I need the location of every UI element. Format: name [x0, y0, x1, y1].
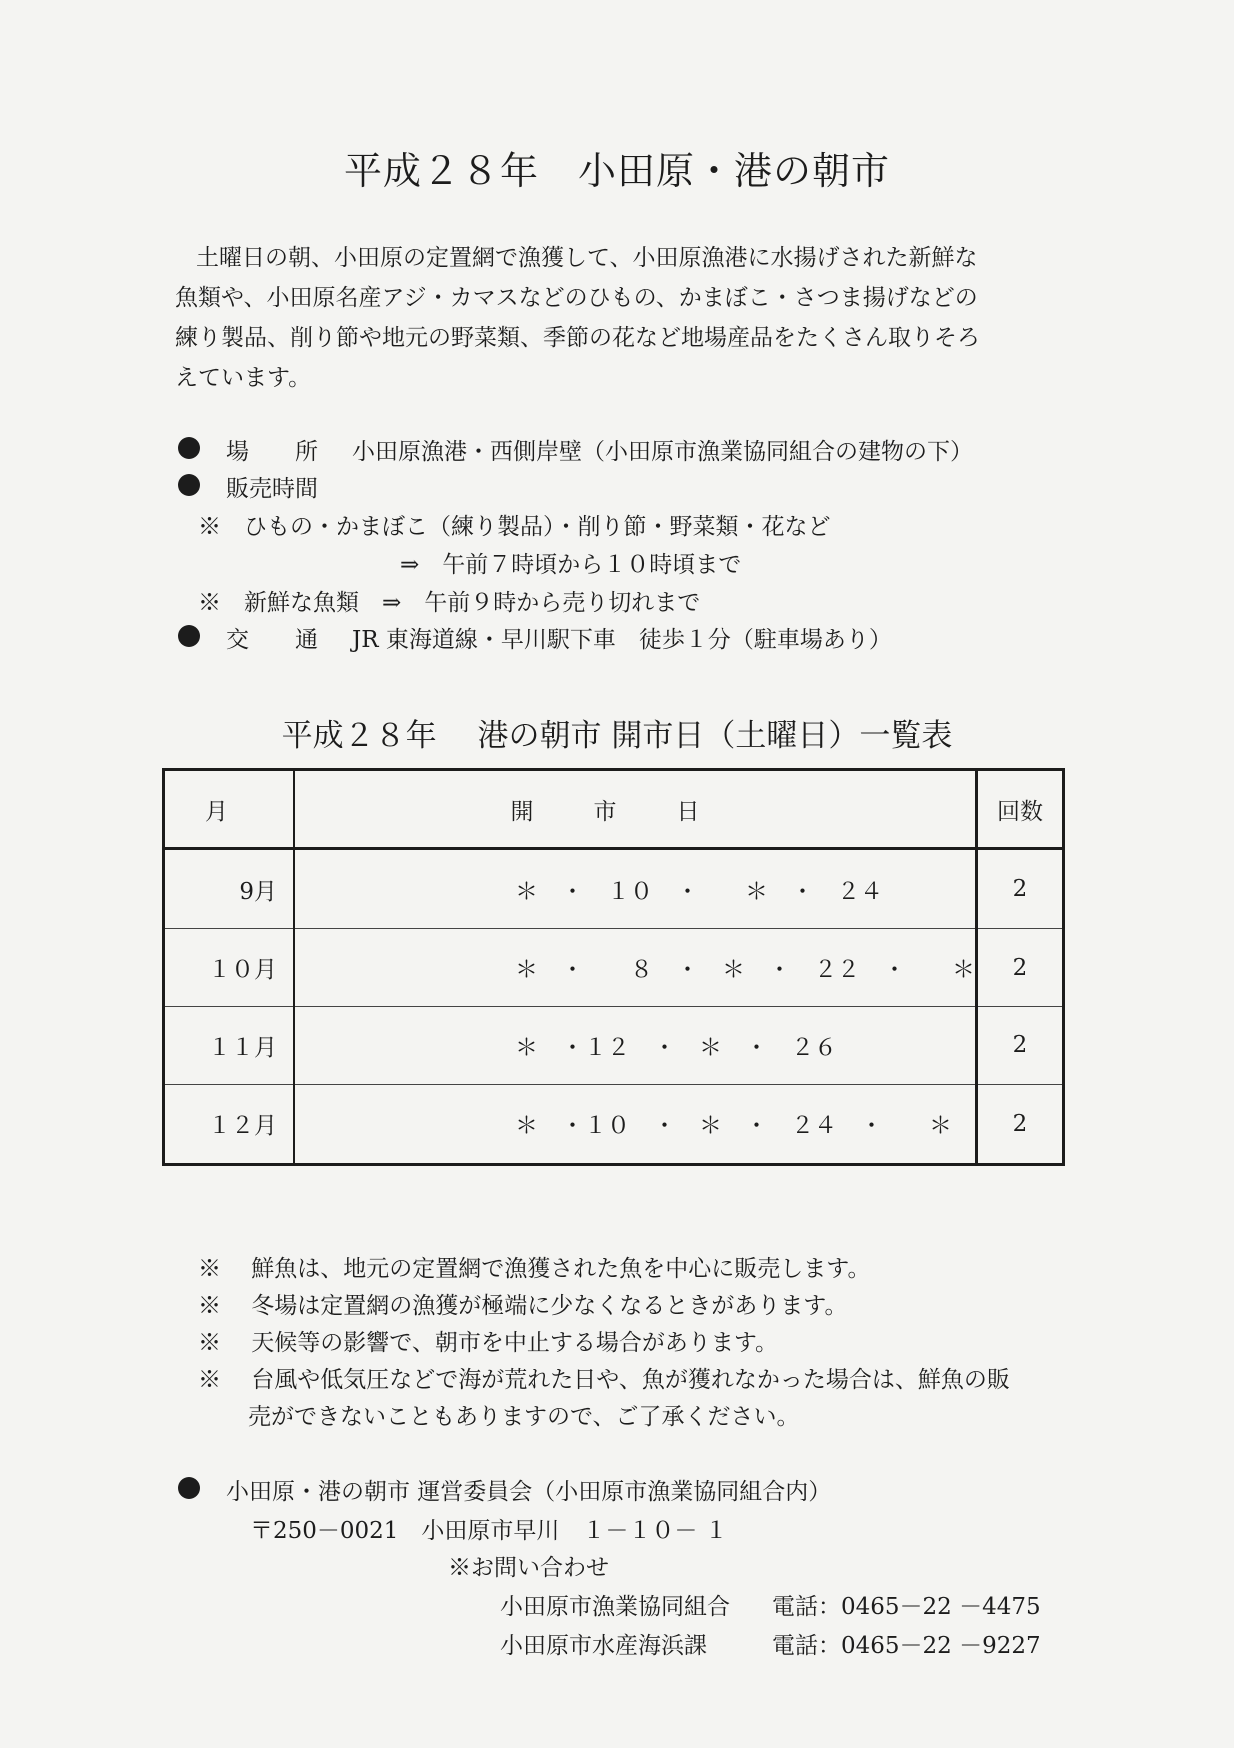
hours-note-1-time: ⇒ 午前７時頃から１０時頃まで [400, 552, 742, 578]
page-title: 平成２８年 小田原・港の朝市 [343, 149, 890, 193]
note-4-cont: 売ができないこともありますので、ご了承ください。 [248, 1404, 800, 1430]
intro-line-4: えています。 [175, 365, 312, 391]
hours-note-1: ※ ひもの・かまぼこ（練り製品）・削り節・野菜類・花など [198, 514, 831, 540]
contact-tel-1: 電話：0465－22 －4475 [772, 1594, 1041, 1620]
place-value: 小田原漁港・西側岸壁（小田原市漁業協同組合の建物の下） [352, 439, 973, 465]
place-label: 場 所 [226, 439, 318, 465]
contact-org: 小田原・港の朝市 運営委員会（小田原市漁業協同組合内） [226, 1479, 832, 1505]
header-month: 月 [164, 770, 294, 849]
contact-tel-2: 電話：0465－22 －9227 [772, 1633, 1041, 1659]
note-2: ※ 冬場は定置網の漁獲が極端に少なくなるときがあります。 [198, 1293, 848, 1319]
row-month: １０月 [164, 929, 294, 1007]
row-count: 2 [976, 1006, 1063, 1084]
row-dates: ＊ ・ ８ ・ ＊ ・ ２２ ・ ＊ [294, 929, 977, 1007]
row-count: 2 [976, 1084, 1063, 1164]
header-count: 回数 [976, 770, 1063, 849]
note-3: ※ 天候等の影響で、朝市を中止する場合があります。 [198, 1330, 779, 1356]
table-row [164, 929, 1064, 1007]
row-count: 2 [976, 849, 1063, 929]
row-dates: ＊ ・１０ ・ ＊ ・ ２４ ・ ＊ [294, 1084, 977, 1164]
access-value: JR 東海道線・早川駅下車 徒歩１分（駐車場あり） [352, 627, 892, 653]
intro-line-3: 練り製品、削り節や地元の野菜類、季節の花など地場産品をたくさん取りそろ [175, 325, 980, 351]
contact-name-1: 小田原市漁業協同組合 [500, 1594, 730, 1620]
header-dates: 開市日 [294, 770, 977, 849]
intro-line-1: 土曜日の朝、小田原の定置網で漁獲して、小田原漁港に水揚げされた新鮮な [196, 245, 978, 271]
table-row [164, 1006, 1064, 1084]
schedule-title: 平成２８年 港の朝市 開市日（土曜日）一覧表 [281, 718, 953, 754]
hours-label: 販売時間 [226, 476, 318, 502]
row-month: １２月 [164, 1084, 294, 1164]
row-dates: ＊ ・ １０ ・ ＊ ・ ２４ [294, 849, 977, 929]
row-dates: ＊ ・１２ ・ ＊ ・ ２６ [294, 1006, 977, 1084]
intro-line-2: 魚類や、小田原名産アジ・カマスなどのひもの、かまぼこ・さつま揚げなどの [175, 285, 978, 311]
bullet-icon [178, 437, 200, 459]
table-row [164, 1084, 1064, 1164]
hours-note-2: ※ 新鮮な魚類 ⇒ 午前９時から売り切れまで [198, 590, 701, 616]
inquiry-label: ※お問い合わせ [448, 1555, 609, 1581]
bullet-icon [178, 474, 200, 496]
note-4: ※ 台風や低気圧などで海が荒れた日や、魚が獲れなかった場合は、鮮魚の販 [198, 1367, 1010, 1393]
note-1: ※ 鮮魚は、地元の定置網で漁獲された魚を中心に販売します。 [198, 1256, 871, 1282]
bullet-icon [178, 625, 200, 647]
row-count: 2 [976, 929, 1063, 1007]
contact-name-2: 小田原市水産海浜課 [500, 1633, 707, 1659]
table-row [164, 849, 1064, 929]
row-month: 9月 [164, 849, 294, 929]
bullet-icon [178, 1477, 200, 1499]
schedule-table [162, 768, 1065, 1166]
access-label: 交 通 [226, 627, 318, 653]
contact-address: 〒250－0021 小田原市早川 １－１０－ １ [250, 1518, 728, 1544]
row-month: １１月 [164, 1006, 294, 1084]
